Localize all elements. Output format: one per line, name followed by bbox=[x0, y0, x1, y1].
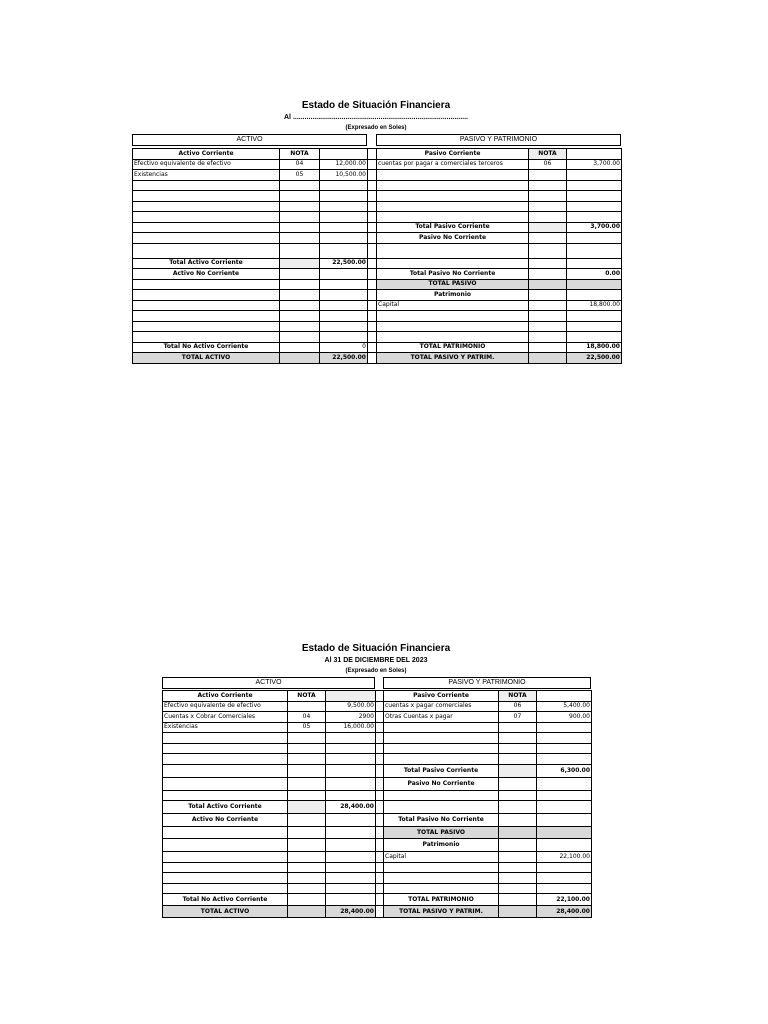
total-activo-corriente-label: Total Activo Corriente bbox=[133, 258, 280, 269]
total-no-activo-corriente-value bbox=[326, 894, 376, 906]
item-label: Efectivo equivalente de efectivo bbox=[163, 701, 288, 712]
statement-date: Al 31 DE DICIEMBRE DEL 2023 bbox=[324, 657, 428, 664]
item-nota: 06 bbox=[529, 159, 567, 170]
capital-label: Capital bbox=[384, 852, 499, 863]
statement-title: Estado de Situación Financiera bbox=[301, 643, 451, 654]
capital-label: Capital bbox=[377, 300, 529, 311]
balance-table bbox=[162, 690, 592, 918]
nota-heading: NOTA bbox=[288, 691, 326, 702]
total-pasivo-patrim-value: 22,500.00 bbox=[567, 353, 622, 364]
item-label: cuentas por pagar a comerciales terceros bbox=[377, 159, 529, 170]
total-activo-corriente-value: 28,400.00 bbox=[326, 801, 376, 814]
total-pasivo-patrim-label: TOTAL PASIVO Y PATRIM. bbox=[377, 353, 529, 364]
total-activo-label: TOTAL ACTIVO bbox=[133, 353, 280, 364]
total-activo-corriente-value: 22,500.00 bbox=[320, 258, 368, 269]
item-value: 900.00 bbox=[537, 712, 592, 723]
total-activo-corriente-label: Total Activo Corriente bbox=[163, 801, 288, 814]
table-row bbox=[163, 852, 592, 863]
item-label: cuentas x pagar comerciales bbox=[384, 701, 499, 712]
table-row bbox=[133, 170, 622, 181]
total-patrimonio-label: TOTAL PATRIMONIO bbox=[384, 894, 499, 906]
item-label: Existencias bbox=[163, 722, 288, 733]
item-label: Existencias bbox=[133, 170, 280, 181]
item-nota: 05 bbox=[280, 170, 320, 181]
total-no-activo-corriente-label: Total No Activo Corriente bbox=[133, 342, 280, 353]
total-activo-value: 28,400.00 bbox=[326, 906, 376, 918]
activo-corriente-heading: Activo Corriente bbox=[133, 149, 280, 160]
total-pasivo-label: TOTAL PASIVO bbox=[377, 279, 529, 290]
item-nota: 06 bbox=[499, 701, 537, 712]
item-nota: 07 bbox=[499, 712, 537, 723]
balance-table bbox=[132, 148, 622, 364]
pasivo-corriente-heading: Pasivo Corriente bbox=[384, 691, 499, 702]
pasivo-corriente-heading: Pasivo Corriente bbox=[377, 149, 529, 160]
item-nota: 04 bbox=[288, 712, 326, 723]
table-row bbox=[163, 722, 592, 733]
pasivo-no-corriente-heading: Pasivo No Corriente bbox=[384, 777, 499, 790]
pasivo-header: PASIVO Y PATRIMONIO bbox=[383, 677, 591, 689]
patrimonio-heading: Patrimonio bbox=[377, 290, 529, 301]
activo-no-corriente-heading: Activo No Corriente bbox=[133, 269, 280, 280]
total-no-activo-corriente-label: Total No Activo Corriente bbox=[163, 894, 288, 906]
item-value: 3,700.00 bbox=[567, 159, 622, 170]
statement-date: Al .......................................................................................... bbox=[284, 114, 468, 121]
item-value: 2900 bbox=[326, 712, 376, 723]
total-pasivo-patrim-value: 28,400.00 bbox=[537, 906, 592, 918]
total-pasivo-corriente-label: Total Pasivo Corriente bbox=[377, 222, 529, 233]
total-no-activo-corriente-value: 0 bbox=[320, 342, 368, 353]
item-nota: 05 bbox=[288, 722, 326, 733]
total-pasivo-no-corriente-value bbox=[537, 814, 592, 827]
total-activo-value: 22,500.00 bbox=[320, 353, 368, 364]
activo-no-corriente-heading: Activo No Corriente bbox=[163, 814, 288, 827]
total-pasivo-no-corriente-label: Total Pasivo No Corriente bbox=[384, 814, 499, 827]
capital-value: 18,800.00 bbox=[567, 300, 622, 311]
item-value: 16,000.00 bbox=[326, 722, 376, 733]
statement-title: Estado de Situación Financiera bbox=[301, 100, 451, 111]
total-patrimonio-value: 18,800.00 bbox=[567, 342, 622, 353]
total-patrimonio-value: 22,100.00 bbox=[537, 894, 592, 906]
table-row bbox=[133, 300, 622, 311]
nota-heading: NOTA bbox=[529, 149, 567, 160]
item-value: 10,500.00 bbox=[320, 170, 368, 181]
item-label: Otras Cuentas x pagar bbox=[384, 712, 499, 723]
statement-subtitle: (Expresado en Soles) bbox=[345, 125, 407, 131]
total-pasivo-label: TOTAL PASIVO bbox=[384, 827, 499, 839]
item-value: 9,500.00 bbox=[326, 701, 376, 712]
total-pasivo-patrim-label: TOTAL PASIVO Y PATRIM. bbox=[384, 906, 499, 918]
table-row bbox=[163, 712, 592, 723]
patrimonio-heading: Patrimonio bbox=[384, 839, 499, 852]
pasivo-header: PASIVO Y PATRIMONIO bbox=[376, 134, 621, 146]
item-nota bbox=[288, 701, 326, 712]
nota-heading: NOTA bbox=[280, 149, 320, 160]
nota-heading: NOTA bbox=[499, 691, 537, 702]
table-row bbox=[133, 159, 622, 170]
item-value: 5,400.00 bbox=[537, 701, 592, 712]
activo-header: ACTIVO bbox=[132, 134, 367, 146]
item-value: 12,000.00 bbox=[320, 159, 368, 170]
statement-subtitle: (Expresado en Soles) bbox=[345, 668, 407, 674]
total-pasivo-no-corriente-value: 0.00 bbox=[567, 269, 622, 280]
total-pasivo-corriente-value: 6,300.00 bbox=[537, 764, 592, 777]
total-pasivo-no-corriente-label: Total Pasivo No Corriente bbox=[377, 269, 529, 280]
item-nota: 04 bbox=[280, 159, 320, 170]
total-pasivo-corriente-value: 3,700.00 bbox=[567, 222, 622, 233]
activo-corriente-heading: Activo Corriente bbox=[163, 691, 288, 702]
activo-header: ACTIVO bbox=[162, 677, 375, 689]
total-pasivo-corriente-label: Total Pasivo Corriente bbox=[384, 764, 499, 777]
item-label: Cuentas x Cobrar Comerciales bbox=[163, 712, 288, 723]
pasivo-no-corriente-heading: Pasivo No Corriente bbox=[377, 233, 529, 244]
item-label: Efectivo equivalente de efectivo bbox=[133, 159, 280, 170]
total-activo-label: TOTAL ACTIVO bbox=[163, 906, 288, 918]
table-row bbox=[163, 701, 592, 712]
capital-value: 22,100.00 bbox=[537, 852, 592, 863]
total-patrimonio-label: TOTAL PATRIMONIO bbox=[377, 342, 529, 353]
